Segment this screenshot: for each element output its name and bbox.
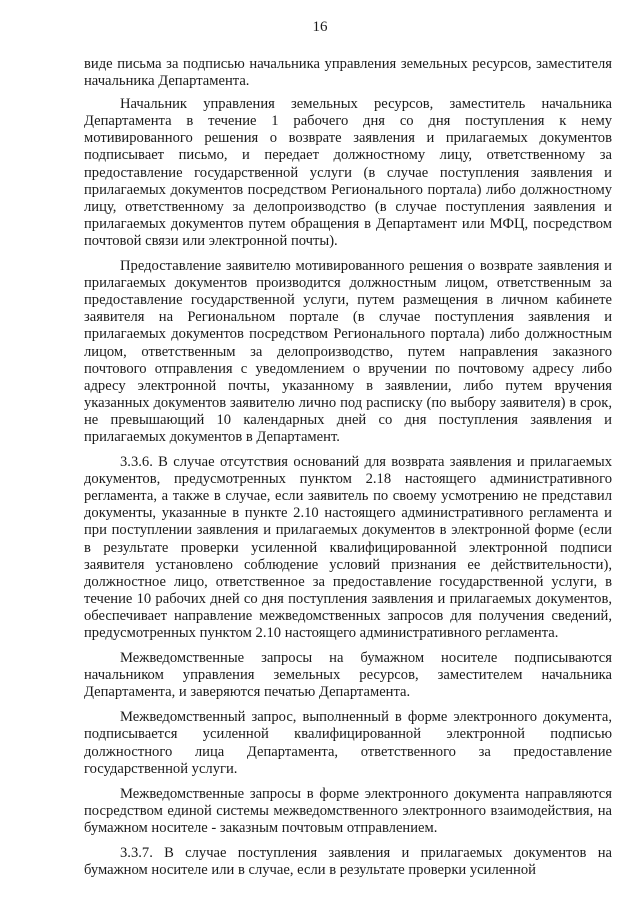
paragraph-3-3-7: 3.3.7. В случае поступления заявления и прилагаемых документов на бумажном носителе или в случае, если в результате проверки усиленной [84,845,612,879]
paragraph-electronic-request: Межведомственный запрос, выполненный в форме электронного документа, подписывается усиленной квалифицированной электронной подписью должностного лица Департамента, ответственного за предоставление государственной услуги. [84,709,612,777]
paragraph-decision-delivery: Предоставление заявителю мотивированного решения о возврате заявления и прилагаемых документов производится должностным лицом, ответственным за предоставление государственной услуги, путем размещения в личном кабинете заявителя на Региональном портале (в случае поступления заявления и прилагаемых документов посредством Регионального портала) либо должностным лицом, ответственным за делопроизводство, путем направления заказного почтового отправления с уведомлением о вручении по почтовому адресу либо адресу электронной почты, указанному в заявлении, либо путем вручения указанных документов заявителю лично под расписку (по выбору заявителя) в срок, не превышающий 10 календарных дней со дня поступления заявления и прилагаемых документов в Департамент. [84,258,612,445]
paragraph-paper-requests: Межведомственные запросы на бумажном носителе подписываются начальником управления земельных ресурсов, заместителем начальника Департамента, и заверяются печатью Департамента. [84,650,612,701]
paragraph-head-signs-letter: Начальник управления земельных ресурсов, заместитель начальника Департамента в течение 1 рабочего дня со дня поступления к нему мотивированного решения о возврате заявления и прилагаемых документов подписывает письмо, и передает должностному лицу, ответственному за предоставление государственной услуги (в случае поступления заявления и прилагаемых документов посредством Регионального портала) либо должностному лицу, ответственному за делопроизводство (в случае поступления заявления и прилагаемых документов путем обращения в Департамент или МФЦ, посредством почтовой связи или электронной почты). [84,96,612,249]
document-body [84,56,612,887]
paragraph-continuation: виде письма за подписью начальника управления земельных ресурсов, заместителя начальника Департамента. [84,56,612,90]
paragraph-requests-delivery: Межведомственные запросы в форме электронного документа направляются посредством единой системы межведомственного электронного взаимодействия, на бумажном носителе - заказным почтовым отправлением. [84,785,612,836]
paragraph-3-3-6: 3.3.6. В случае отсутствия оснований для возврата заявления и прилагаемых документов, предусмотренных пунктом 2.18 настоящего административного регламента, а также в случае, если заявитель по своему усмотрению не представил документы, указанные в пункте 2.10 настоящего административного регламента и при поступлении заявления и прилагаемых документов в электронной форме (если в результате проверки усиленной квалифицированной электронной подписи заявителя установлено соблюдение условий признания ее действительности), должностное лицо, ответственное за предоставление государственной услуги, в течение 10 рабочих дней со дня поступления заявления и прилагаемых документов, обеспечивает направление межведомственных запросов для получения сведений, предусмотренных пунктом 2.10 настоящего административного регламента. [84,454,612,641]
page-number: 16 [312,19,328,35]
